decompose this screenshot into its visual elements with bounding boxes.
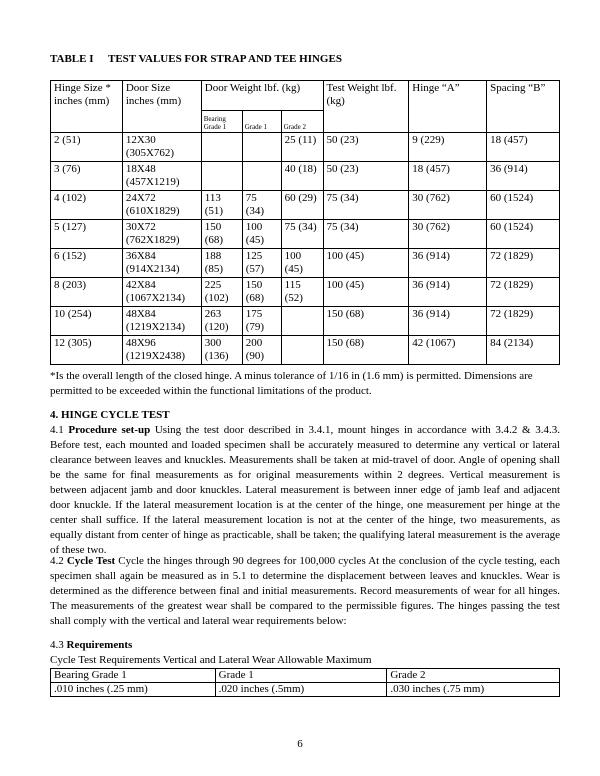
cell-test: 150 (68)	[323, 307, 409, 336]
header-spacing-b: Spacing “B”	[487, 81, 560, 133]
header-door-weight: Door Weight lbf. (kg)	[201, 81, 323, 111]
header-hinge-size: Hinge Size * inches (mm)	[51, 81, 123, 133]
table-row	[51, 133, 560, 162]
cell-bg1	[201, 162, 242, 191]
cell-test: 75 (34)	[323, 220, 409, 249]
table-row	[51, 336, 560, 365]
cell-b: 72 (1829)	[487, 307, 560, 336]
cell-door: 30X72 (762X1829)	[122, 220, 201, 249]
cell-g2: 75 (34)	[281, 220, 323, 249]
table-title	[50, 53, 342, 65]
cell-bg1: 263 (120)	[201, 307, 242, 336]
cell-bg1: 188 (85)	[201, 249, 242, 278]
cell-g1	[242, 133, 281, 162]
cell-a: 42 (1067)	[409, 336, 487, 365]
cell-g1: 150 (68)	[242, 278, 281, 307]
table-row	[51, 249, 560, 278]
paragraph-text: Using the test door described in 3.4.1, mount hinges in accordance with 3.4.2 & 3.4.3. Before test, each mounted and loaded specimen shall be accurately measured to determine any vertical or lateral clearance between leaves and knuckles. Measurements shall be taken at mid-travel of door. Angle of opening shall be the same for final measurements as for original measurements within 2 degrees. Vertical measurement is between adjacent jamb and door knuckles. Lateral measurement is between inner edge of jamb leaf and adjacent door knuckle. If the lateral measurement location is at the center of the hinge, one measurement per hinge at the center shall suffice. If the lateral measurement location is not at the center of the hinge, two measurements, as equally distant from center of hinge as practicable, shall be taken; the qualifying lateral measurement is the average of these two.	[50, 424, 560, 556]
table-row	[51, 162, 560, 191]
cell-g2	[281, 336, 323, 365]
cell-test: 150 (68)	[323, 336, 409, 365]
cell-door: 24X72 (610X1829)	[122, 191, 201, 220]
cell-door: 48X96 (1219X2438)	[122, 336, 201, 365]
cell-bg1: 150 (68)	[201, 220, 242, 249]
cell-a: 18 (457)	[409, 162, 487, 191]
requirements-table	[50, 668, 560, 697]
paragraph-text: Cycle the hinges through 90 degrees for 100,000 cycles At the conclusion of the cycle testing, each specimen shall again be measured as in 5.1 to determine the displacement between leaves and knuckles. Wear is determined as the difference between final and initial measurements. Record measurements of wear for all hinges. The measurements of the greatest wear shall be compared to the permissible figures. The hinges passing the test shall comply with the vertical and lateral wear requirements below:	[50, 555, 561, 627]
cell-test: 75 (34)	[323, 191, 409, 220]
table-number: TABLE I	[50, 53, 94, 65]
paragraph-number: 4.1	[50, 424, 69, 436]
cell-hinge: 6 (152)	[51, 249, 123, 278]
cell-g2: 25 (11)	[281, 133, 323, 162]
cell-a: 36 (914)	[409, 249, 487, 278]
cell-g2: 40 (18)	[281, 162, 323, 191]
paragraph-bold-title: Requirements	[66, 639, 133, 651]
cell-a: 36 (914)	[409, 307, 487, 336]
cell-hinge: 12 (305)	[51, 336, 123, 365]
cell-hinge: 3 (76)	[51, 162, 123, 191]
req-value: .020 inches (.5mm)	[215, 683, 387, 697]
requirements-caption: Cycle Test Requirements Vertical and Lateral Wear Allowable Maximum	[50, 654, 372, 666]
paragraph-number: 4.3	[50, 639, 67, 651]
cell-g1: 75 (34)	[242, 191, 281, 220]
cell-test: 100 (45)	[323, 278, 409, 307]
paragraph-4-2	[50, 554, 560, 629]
cell-g1	[242, 162, 281, 191]
cell-g2: 115 (52)	[281, 278, 323, 307]
cell-b: 72 (1829)	[487, 249, 560, 278]
header-grade1: Grade 1	[242, 111, 281, 133]
table-row	[51, 191, 560, 220]
cell-a: 30 (762)	[409, 220, 487, 249]
table-row	[51, 307, 560, 336]
cell-g2: 100 (45)	[281, 249, 323, 278]
cell-bg1: 225 (102)	[201, 278, 242, 307]
cell-door: 12X30 (305X762)	[122, 133, 201, 162]
cell-door: 42X84 (1067X2134)	[122, 278, 201, 307]
req-header: Bearing Grade 1	[51, 669, 216, 683]
paragraph-number: 4.2	[50, 555, 67, 567]
paragraph-bold-title: Procedure set-up	[68, 424, 151, 436]
cell-g1: 175 (79)	[242, 307, 281, 336]
cell-door: 18X48 (457X1219)	[122, 162, 201, 191]
table-row	[51, 220, 560, 249]
cell-bg1: 300 (136)	[201, 336, 242, 365]
req-header: Grade 1	[215, 669, 387, 683]
cell-hinge: 2 (51)	[51, 133, 123, 162]
paragraph-4-1	[50, 423, 560, 558]
table-footnote: *Is the overall length of the closed hinge. A minus tolerance of 1/16 in (1.6 mm) is permitted. Dimensions are permitted to be exceeded within the functional limitations of the product.	[50, 370, 533, 397]
header-hinge-a: Hinge “A”	[409, 81, 487, 133]
paragraph-bold-title: Cycle Test	[66, 555, 116, 567]
cell-g2: 60 (29)	[281, 191, 323, 220]
cell-b: 60 (1524)	[487, 191, 560, 220]
section-heading: 4. HINGE CYCLE TEST	[50, 409, 170, 421]
cell-test: 50 (23)	[323, 162, 409, 191]
cell-g1: 125 (57)	[242, 249, 281, 278]
cell-a: 36 (914)	[409, 278, 487, 307]
paragraph-4-3	[50, 639, 132, 651]
cell-hinge: 5 (127)	[51, 220, 123, 249]
cell-test: 100 (45)	[323, 249, 409, 278]
req-value: .010 inches (.25 mm)	[51, 683, 216, 697]
header-door-size: Door Size inches (mm)	[122, 81, 201, 133]
cell-b: 36 (914)	[487, 162, 560, 191]
header-bearing-grade1: Bearing Grade 1	[201, 111, 242, 133]
table-row	[51, 278, 560, 307]
cell-hinge: 10 (254)	[51, 307, 123, 336]
cell-b: 18 (457)	[487, 133, 560, 162]
cell-g1: 100 (45)	[242, 220, 281, 249]
table-title-text: TEST VALUES FOR STRAP AND TEE HINGES	[108, 53, 342, 65]
cell-hinge: 4 (102)	[51, 191, 123, 220]
cell-a: 30 (762)	[409, 191, 487, 220]
cell-test: 50 (23)	[323, 133, 409, 162]
cell-a: 9 (229)	[409, 133, 487, 162]
cell-b: 72 (1829)	[487, 278, 560, 307]
header-test-weight: Test Weight lbf. (kg)	[323, 81, 409, 133]
cell-g1: 200 (90)	[242, 336, 281, 365]
cell-g2	[281, 307, 323, 336]
cell-bg1	[201, 133, 242, 162]
req-header: Grade 2	[387, 669, 560, 683]
header-grade2: Grade 2	[281, 111, 323, 133]
cell-b: 60 (1524)	[487, 220, 560, 249]
cell-door: 48X84 (1219X2134)	[122, 307, 201, 336]
cell-door: 36X84 (914X2134)	[122, 249, 201, 278]
test-values-table	[50, 80, 560, 365]
cell-b: 84 (2134)	[487, 336, 560, 365]
req-value: .030 inches (.75 mm)	[387, 683, 560, 697]
cell-hinge: 8 (203)	[51, 278, 123, 307]
page-number: 6	[297, 738, 303, 750]
cell-bg1: 113 (51)	[201, 191, 242, 220]
